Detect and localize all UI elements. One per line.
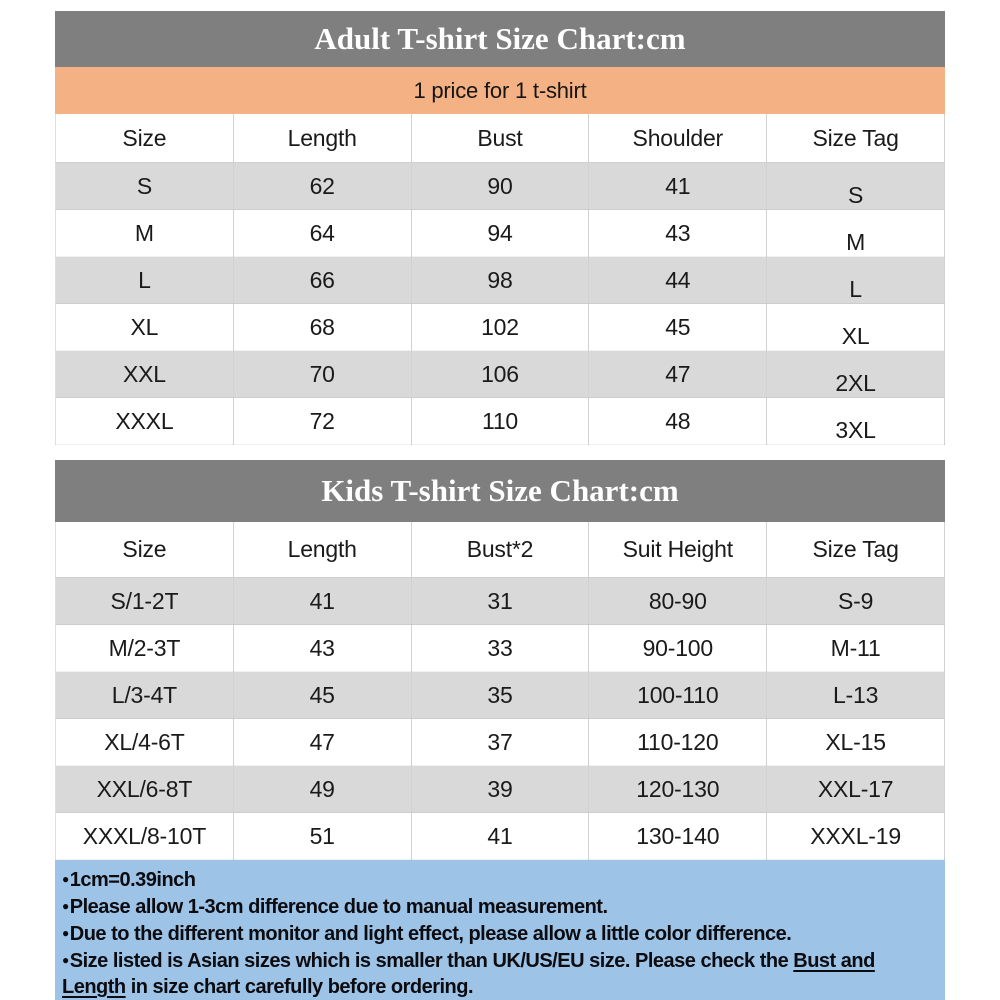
table-row [56, 210, 945, 257]
size-cell: S [56, 163, 234, 210]
column-header-size: Size [56, 522, 234, 578]
shoulder-cell: 47 [589, 351, 767, 398]
table-separator [55, 445, 945, 460]
size-tag-value: S [848, 181, 864, 208]
size-cell: XL [56, 304, 234, 351]
bust-cell: 110 [411, 398, 589, 445]
size-tag-cell: XXXL-19 [767, 813, 945, 860]
bust-cell: 41 [411, 813, 589, 860]
column-header-size-tag: Size Tag [767, 522, 945, 578]
bust-cell: 90 [411, 163, 589, 210]
column-header-size: Size [56, 114, 234, 163]
note-line [62, 947, 939, 1000]
bullet-icon: ● [62, 926, 69, 940]
note-text: Size listed is Asian sizes which is smaller than UK/US/EU size. Please check the [69, 950, 794, 972]
note-line [62, 920, 939, 947]
suit-height-cell: 110-120 [589, 719, 767, 766]
length-cell: 49 [233, 766, 411, 813]
table-row [56, 578, 945, 625]
length-cell: 62 [233, 163, 411, 210]
shoulder-cell: 48 [589, 398, 767, 445]
column-header-length: Length [233, 114, 411, 163]
length-cell: 45 [233, 672, 411, 719]
note-text: Please allow 1-3cm difference due to manual measurement. [69, 896, 608, 918]
bust-cell: 39 [411, 766, 589, 813]
size-cell: S/1-2T [56, 578, 234, 625]
kids-header-row [56, 522, 945, 578]
length-cell: 51 [233, 813, 411, 860]
shoulder-cell: 43 [589, 210, 767, 257]
note-text: 1cm=0.39inch [69, 869, 196, 891]
column-header-bust: Bust [411, 114, 589, 163]
table-row [56, 625, 945, 672]
size-tag-cell [767, 163, 945, 210]
kids-size-chart-table [55, 522, 945, 860]
bullet-icon: ● [62, 872, 69, 886]
table-row [56, 398, 945, 445]
table-row [56, 304, 945, 351]
size-tag-cell [767, 257, 945, 304]
bust-cell: 94 [411, 210, 589, 257]
size-tag-cell: S-9 [767, 578, 945, 625]
size-cell: L [56, 257, 234, 304]
kids-chart-title: Kids T-shirt Size Chart:cm [55, 460, 945, 522]
size-tag-cell: L-13 [767, 672, 945, 719]
length-cell: 66 [233, 257, 411, 304]
note-text: Due to the different monitor and light effect, please allow a little color difference. [69, 923, 792, 945]
note-text-underlined: Bust and Length [62, 950, 875, 998]
length-cell: 41 [233, 578, 411, 625]
column-header-length: Length [233, 522, 411, 578]
size-tag-value: 3XL [835, 416, 876, 443]
size-tag-cell: M-11 [767, 625, 945, 672]
adult-size-chart-table [55, 114, 945, 445]
adult-header-row [56, 114, 945, 163]
shoulder-cell: 41 [589, 163, 767, 210]
size-cell: XXL [56, 351, 234, 398]
note-text: in size chart carefully before ordering. [125, 976, 474, 998]
suit-height-cell: 90-100 [589, 625, 767, 672]
table-row [56, 719, 945, 766]
table-row [56, 351, 945, 398]
bullet-icon: ● [62, 899, 69, 913]
size-tag-cell [767, 210, 945, 257]
size-tag-value: XL [841, 322, 870, 349]
bust-cell: 98 [411, 257, 589, 304]
bust-cell: 31 [411, 578, 589, 625]
table-row [56, 766, 945, 813]
size-cell: M [56, 210, 234, 257]
column-header-size-tag: Size Tag [767, 114, 945, 163]
table-row [56, 163, 945, 210]
size-tag-value: 2XL [835, 369, 876, 396]
suit-height-cell: 120-130 [589, 766, 767, 813]
size-tag-value: M [846, 228, 866, 255]
size-cell: M/2-3T [56, 625, 234, 672]
size-tag-cell [767, 304, 945, 351]
bust-cell: 33 [411, 625, 589, 672]
column-header-suit-height: Suit Height [589, 522, 767, 578]
table-row [56, 813, 945, 860]
size-tag-value: L [849, 275, 862, 302]
length-cell: 64 [233, 210, 411, 257]
size-tag-cell: XXL-17 [767, 766, 945, 813]
shoulder-cell: 45 [589, 304, 767, 351]
note-line [62, 893, 939, 920]
size-cell: L/3-4T [56, 672, 234, 719]
bullet-icon: ● [62, 953, 69, 967]
length-cell: 70 [233, 351, 411, 398]
size-cell: XXXL [56, 398, 234, 445]
size-cell: XXXL/8-10T [56, 813, 234, 860]
bust-cell: 102 [411, 304, 589, 351]
bust-cell: 106 [411, 351, 589, 398]
bust-cell: 37 [411, 719, 589, 766]
bust-cell: 35 [411, 672, 589, 719]
notes-panel [55, 860, 945, 1000]
suit-height-cell: 100-110 [589, 672, 767, 719]
table-row [56, 672, 945, 719]
length-cell: 43 [233, 625, 411, 672]
adult-chart-title: Adult T-shirt Size Chart:cm [55, 11, 945, 67]
length-cell: 47 [233, 719, 411, 766]
size-cell: XL/4-6T [56, 719, 234, 766]
price-banner: 1 price for 1 t-shirt [55, 67, 945, 114]
suit-height-cell: 80-90 [589, 578, 767, 625]
suit-height-cell: 130-140 [589, 813, 767, 860]
length-cell: 68 [233, 304, 411, 351]
size-tag-cell: XL-15 [767, 719, 945, 766]
column-header-bust2: Bust*2 [411, 522, 589, 578]
size-tag-cell [767, 351, 945, 398]
column-header-shoulder: Shoulder [589, 114, 767, 163]
size-cell: XXL/6-8T [56, 766, 234, 813]
note-line [62, 866, 939, 893]
shoulder-cell: 44 [589, 257, 767, 304]
size-tag-cell [767, 398, 945, 445]
table-row [56, 257, 945, 304]
length-cell: 72 [233, 398, 411, 445]
size-chart-content [55, 11, 945, 1000]
